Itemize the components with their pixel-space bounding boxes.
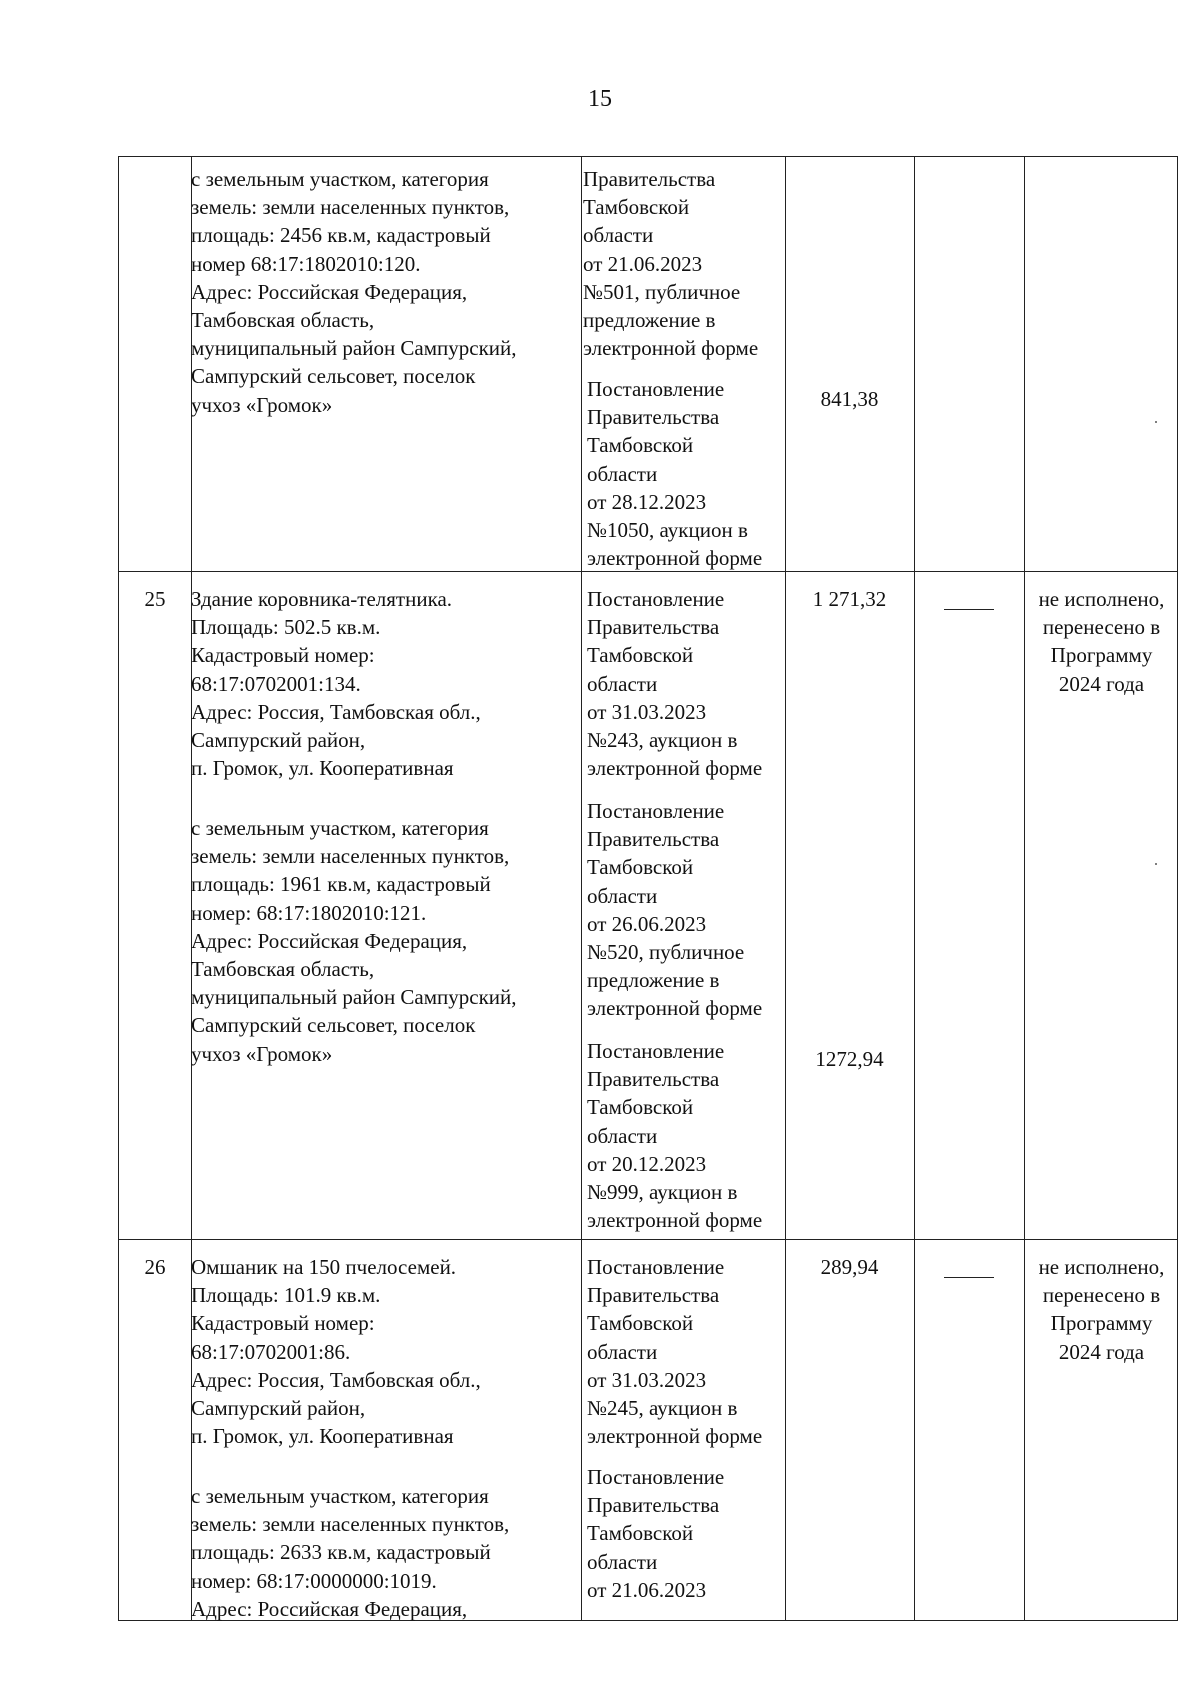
status-text: не исполнено, перенесено в Программу 2024 года	[1038, 587, 1165, 696]
row-number: 25	[144, 587, 166, 611]
price-value: 289,94	[820, 1255, 879, 1279]
object-description: Омшаник на 150 пчелосемей. Площадь: 101.9 кв.м. Кадастровый номер: 68:17:0702001:86. Адрес: Россия, Тамбовская обл., Сампурский район, п. Громок, ул. Кооперативная	[191, 1255, 481, 1449]
status-text: не исполнено, перенесено в Программу 2024 года	[1038, 1255, 1165, 1364]
program-table	[118, 156, 1178, 1621]
decision-text: Постановление Правительства Тамбовской области от 20.12.2023 №999, аукцион в электронной форме	[587, 1039, 763, 1233]
decision-text: Постановление Правительства Тамбовской области от 26.06.2023 №520, публичное предложение в электронной форме	[587, 799, 763, 1021]
land-description: с земельным участком, категория земель: земли населенных пунктов, площадь: 2633 кв.м, кадастровый номер: 68:17:0000000:1019. Адрес: Российская Федерация,	[191, 1484, 510, 1621]
scan-mark	[1155, 863, 1157, 865]
row-divider	[119, 1239, 1177, 1240]
decision-text: Правительства Тамбовской области от 21.06.2023 №501, публичное предложение в электронной форме	[583, 167, 759, 361]
decision-text: Постановление Правительства Тамбовской области от 21.06.2023	[587, 1465, 725, 1602]
column-divider	[914, 157, 915, 1620]
decision-text: Постановление Правительства Тамбовской области от 31.03.2023 №243, аукцион в электронной форме	[587, 587, 763, 781]
empty-dash	[944, 1277, 994, 1278]
page-number: 15	[588, 86, 612, 112]
column-divider	[1024, 157, 1025, 1620]
price-value: 1272,94	[815, 1047, 884, 1071]
decision-text: Постановление Правительства Тамбовской области от 28.12.2023 №1050, аукцион в электронной форме	[587, 377, 763, 571]
scan-mark	[1155, 421, 1157, 423]
object-description: Здание коровника-телятника. Площадь: 502.5 кв.м. Кадастровый номер: 68:17:0702001:134. Адрес: Россия, Тамбовская обл., Сампурский район, п. Громок, ул. Кооперативная	[191, 587, 481, 781]
empty-dash	[944, 609, 994, 610]
decision-text: Постановление Правительства Тамбовской области от 31.03.2023 №245, аукцион в электронной форме	[587, 1255, 763, 1449]
land-description: с земельным участком, категория земель: земли населенных пунктов, площадь: 1961 кв.м, кадастровый номер: 68:17:1802010:121. Адрес: Российская Федерация, Тамбовская область, муниципальный район Сампурский, Сампурский сельсовет, поселок учхоз «Громок»	[191, 816, 517, 1066]
price-value: 1 271,32	[812, 587, 887, 611]
object-description: с земельным участком, категория земель: земли населенных пунктов, площадь: 2456 кв.м, кадастровый номер 68:17:1802010:120. Адрес: Российская Федерация, Тамбовская область, муниципальный район Сампурский, Сампурский сельсовет, поселок учхоз «Громок»	[191, 167, 517, 417]
price-value: 841,38	[820, 387, 879, 411]
row-number: 26	[144, 1255, 166, 1279]
